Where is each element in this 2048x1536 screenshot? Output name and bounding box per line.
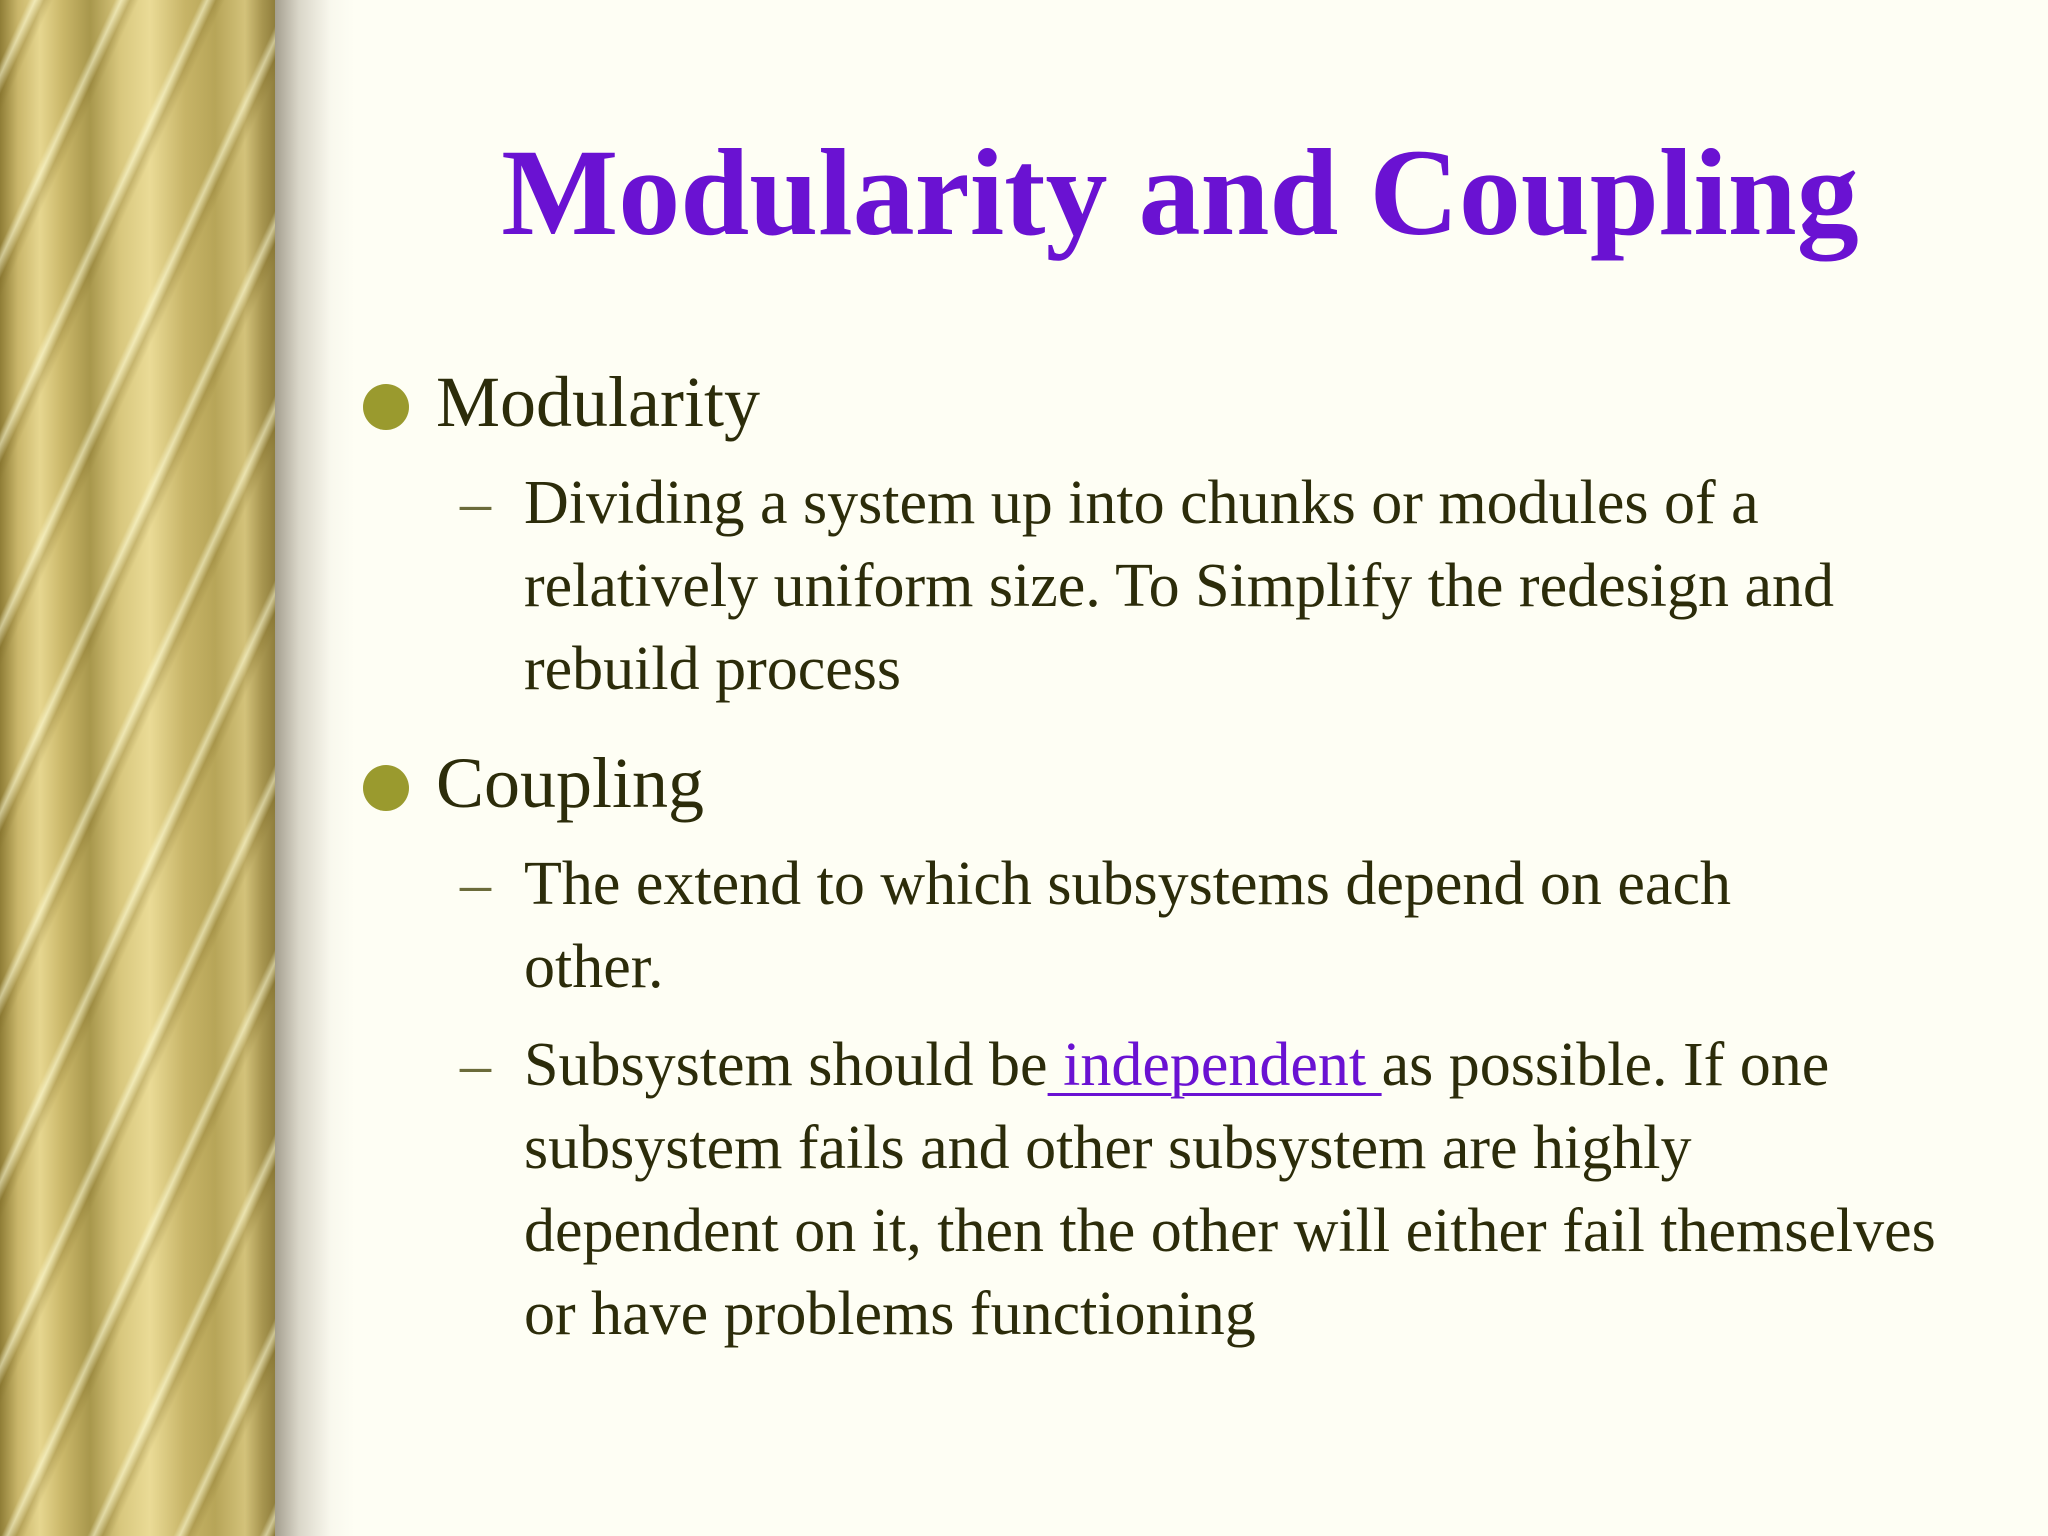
- subpoint-text: Dividing a system up into chunks or modules of a relatively uniform size. To Simplify the redesign and rebuild process: [524, 469, 1834, 703]
- subpoint-modularity-definition: [360, 462, 2000, 711]
- slide-content: [360, 360, 2000, 1356]
- subpoint-text-after: as possible. If one subsystem fails and other subsystem are highly dependent on it, then the other will either fail themselves or have problems functioning: [524, 1031, 1936, 1348]
- bullet-label: Modularity: [436, 362, 760, 442]
- bullet-modularity: [360, 360, 2000, 444]
- dash-glyph: –: [460, 850, 491, 918]
- independent-link[interactable]: independent: [1047, 1031, 1382, 1099]
- bullet-dot-icon: [363, 384, 409, 430]
- subpoint-text: The extend to which subsystems depend on each other.: [524, 850, 1731, 1001]
- dash-glyph: –: [460, 1031, 491, 1099]
- subpoint-coupling-definition: [360, 843, 2000, 1009]
- bullet-dot-icon: [363, 765, 409, 811]
- subpoint-coupling-independence: [360, 1024, 2000, 1356]
- bullet-label: Coupling: [436, 743, 705, 823]
- subpoint-text-before: Subsystem should be: [524, 1031, 1048, 1099]
- slide-title: Modularity and Coupling: [501, 124, 1859, 261]
- bullet-coupling: [360, 741, 2000, 825]
- decorative-gold-column: [0, 0, 275, 1536]
- column-shadow: [275, 0, 355, 1536]
- dash-glyph: –: [460, 469, 491, 537]
